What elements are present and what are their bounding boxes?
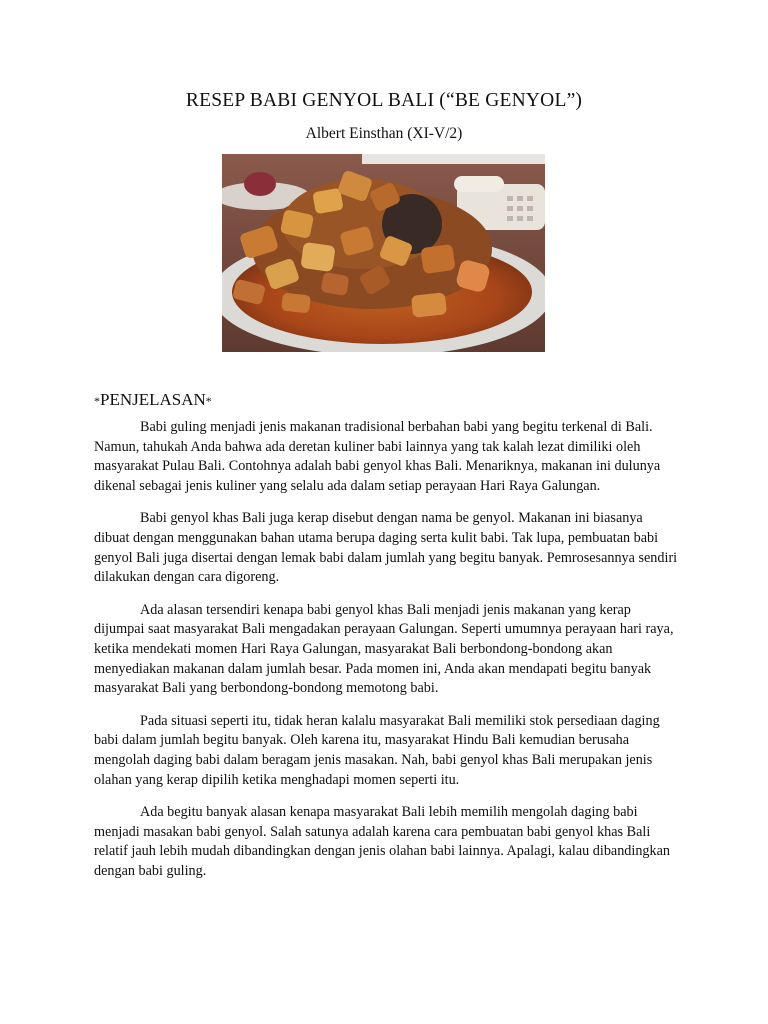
dish-photo-illustration	[222, 154, 545, 352]
paragraph: Pada situasi seperti itu, tidak heran kalalu masyarakat Bali memiliki stok persediaan daging babi dalam jumlah begitu banyak. Oleh karena itu, masyarakat Hindu Bali kemudian berusaha mengolah daging babi dalam beragam jenis masakan. Nah, babi genyol khas Bali merupakan jenis olahan yang kerap dipilih ketika menghadapi momen seperti itu.	[94, 712, 660, 788]
paragraph: Babi genyol khas Bali juga kerap disebut dengan nama be genyol. Makanan ini biasanya dibuat dengan menggunakan bahan utama berupa daging serta kulit babi. Tak lupa, pembuatan babi genyol Bali juga disertai dengan lemak babi dalam jumlah yang begitu banyak. Pemrosesannya sendiri dilakukan dengan cara digoreng.	[94, 510, 678, 586]
heading-suffix: *	[205, 394, 212, 408]
document-author: Albert Einsthan (XI-V/2)	[305, 125, 463, 142]
body-text	[94, 418, 678, 894]
heading-prefix: *	[94, 394, 100, 408]
paragraph: Babi guling menjadi jenis makanan tradisional berbahan babi yang begitu terkenal di Bali. Namun, tahukah Anda bahwa ada deretan kuliner babi lainnya yang tak kalah lezat dimiliki oleh masyarakat Pulau Bali. Contohnya adalah babi genyol khas Bali. Menariknya, makanan ini dulunya dikenal sebagai jenis kuliner yang selalu ada dalam setiap perayaan Hari Raya Galungan.	[94, 419, 661, 494]
paragraph: Ada begitu banyak alasan kenapa masyarakat Bali lebih memilih mengolah daging babi menjadi masakan babi genyol. Salah satunya adalah karena cara pembuatan babi genyol khas Bali relatif jauh lebih mudah dibandingkan dengan jenis olahan babi lainnya. Apalagi, kalau dibandingkan dengan babi guling.	[94, 804, 671, 879]
dish-photo	[222, 154, 545, 352]
document-title: RESEP BABI GENYOL BALI (“BE GENYOL”)	[185, 90, 583, 111]
paragraph: Ada alasan tersendiri kenapa babi genyol khas Bali menjadi jenis makanan yang kerap dijumpai saat masyarakat Bali mengadakan perayaan Galungan. Seperti umumnya perayaan hari raya, ketika mendekati momen Hari Raya Galungan, masyarakat Bali berbondong-bondong akan menyediakan makanan dalam jumlah besar. Pada momen ini, Anda akan mendapati begitu banyak masyarakat Bali yang berbondong-bondong memotong babi.	[94, 601, 674, 697]
section-heading	[94, 390, 212, 410]
heading-label: PENJELASAN	[100, 390, 206, 409]
